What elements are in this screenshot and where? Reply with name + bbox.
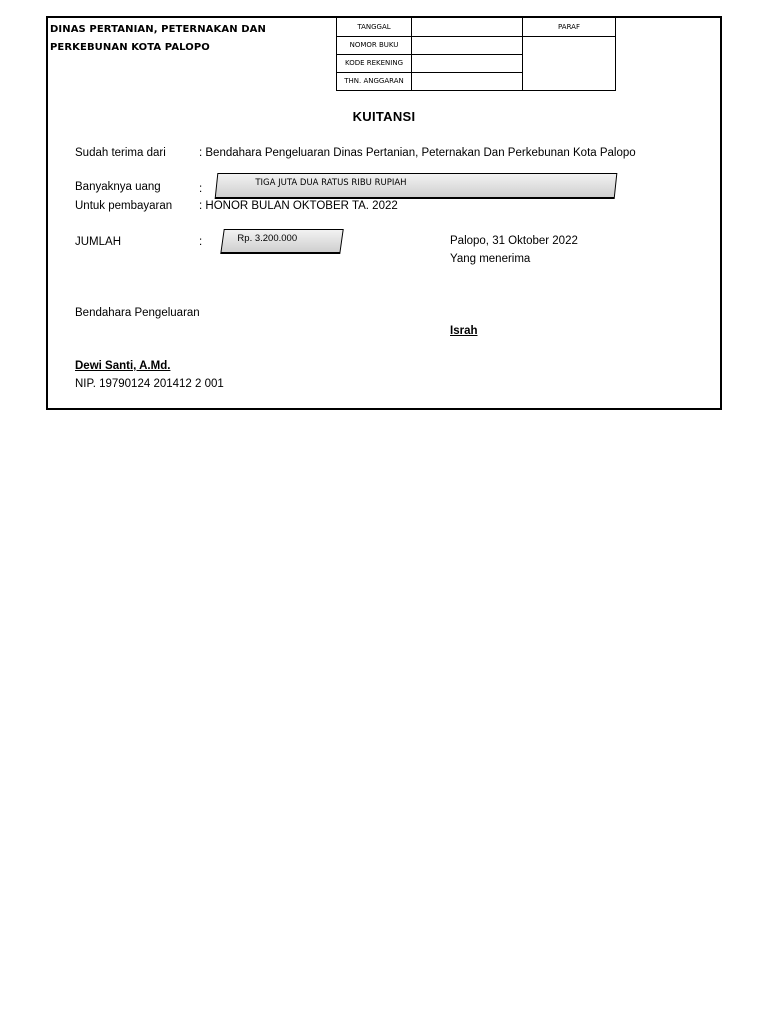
org-line-2: PERKEBUNAN KOTA PALOPO (50, 42, 210, 53)
amount-words-label: Banyaknya uang (75, 181, 161, 193)
receipt-title: KUITANSI (352, 109, 416, 124)
org-line-1: DINAS PERTANIAN, PETERNAKAN DAN (50, 24, 266, 35)
nomor-buku-value (412, 36, 523, 54)
treasurer-label: Bendahara Pengeluaran (75, 307, 200, 319)
purpose-label: Untuk pembayaran (75, 200, 173, 212)
paraf-value (523, 36, 616, 90)
receiver-label: Yang menerima (450, 253, 531, 265)
received-from-label: Sudah terima dari (75, 147, 166, 159)
organization-name (50, 21, 290, 57)
tanggal-value (412, 18, 523, 36)
total-amount-box (220, 229, 344, 254)
receiver-name: Israh (450, 325, 478, 337)
kode-rekening-value (412, 54, 523, 72)
purpose-value: : HONOR BULAN OKTOBER TA. 2022 (199, 200, 398, 212)
tanggal-label: TANGGAL (337, 18, 412, 36)
received-from-value: : Bendahara Pengeluaran Dinas Pertanian, Peternakan Dan Perkebunan Kota Palopo (199, 147, 636, 159)
amount-words-box (215, 173, 618, 199)
total-amount-value: Rp. 3.200.000 (237, 232, 298, 244)
amount-words-value: TIGA JUTA DUA RATUS RIBU RUPIAH (255, 177, 407, 188)
document-info-table (336, 18, 616, 91)
thn-anggaran-label: THN. ANGGARAN (337, 72, 412, 90)
place-date: Palopo, 31 Oktober 2022 (450, 235, 578, 247)
kode-rekening-label: KODE REKENING (337, 54, 412, 72)
total-colon: : (199, 236, 203, 248)
paraf-label: PARAF (523, 18, 616, 36)
nomor-buku-label: NOMOR BUKU (337, 36, 412, 54)
total-label: JUMLAH (75, 236, 122, 248)
amount-words-colon: : (199, 183, 203, 195)
receipt-form (46, 16, 722, 410)
treasurer-nip: NIP. 19790124 201412 2 001 (75, 378, 224, 390)
thn-anggaran-value (412, 72, 523, 90)
treasurer-name: Dewi Santi, A.Md. (75, 360, 171, 372)
